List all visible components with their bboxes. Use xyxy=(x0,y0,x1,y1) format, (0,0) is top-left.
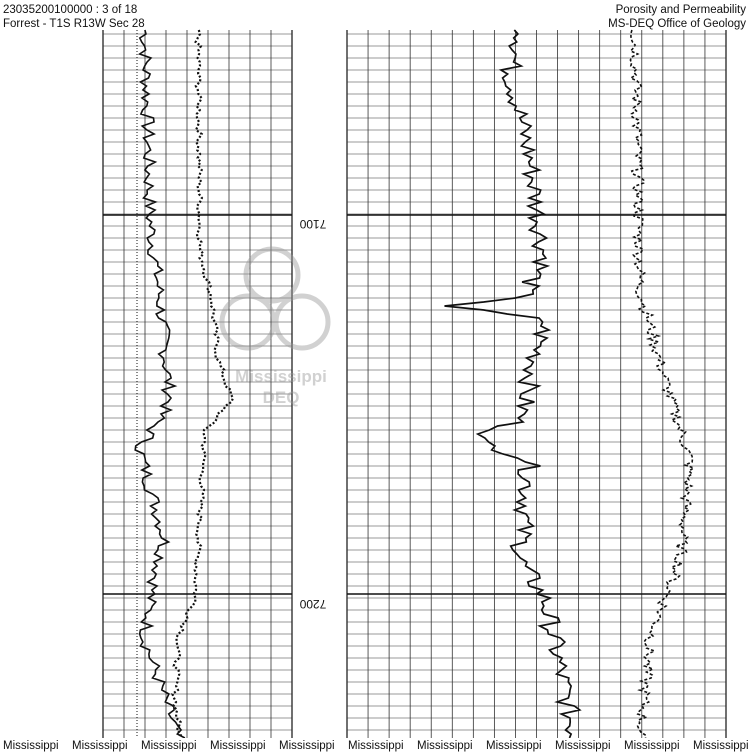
depth-label-7200: 7200 xyxy=(299,597,327,611)
footer-label: Mississippi xyxy=(3,740,59,752)
footer-label: Mississippi xyxy=(693,740,749,752)
agency-name: MS-DEQ Office of Geology xyxy=(608,18,746,30)
footer-label: Mississippi xyxy=(210,740,266,752)
footer-label: Mississippi xyxy=(141,740,197,752)
depth-lines xyxy=(103,30,726,738)
watermark-logo-icon xyxy=(246,249,298,301)
log-title: Porosity and Permeability xyxy=(615,4,746,16)
left-solid-curve xyxy=(135,30,185,738)
footer-label: Mississippi xyxy=(486,740,542,752)
log-curves xyxy=(135,30,693,738)
footer-watermark-strip xyxy=(0,738,749,755)
footer-label: Mississippi xyxy=(624,740,680,752)
footer-label: Mississippi xyxy=(348,740,404,752)
footer-label: Mississippi xyxy=(417,740,473,752)
depth-label-7100: 7100 xyxy=(299,217,327,231)
deq-watermark xyxy=(222,249,328,407)
left-dotted-curve xyxy=(172,30,233,738)
right-solid-curve xyxy=(445,30,580,738)
watermark-line2: DEQ xyxy=(262,388,300,407)
well-location: Forrest - T1S R13W Sec 28 xyxy=(3,18,145,30)
well-id-page: 23035200100000 : 3 of 18 xyxy=(3,4,138,16)
footer-label: Mississippi xyxy=(279,740,335,752)
watermark-line1: Mississippi xyxy=(235,367,327,386)
footer-label: Mississippi xyxy=(555,740,611,752)
footer-label: Mississippi xyxy=(72,740,128,752)
